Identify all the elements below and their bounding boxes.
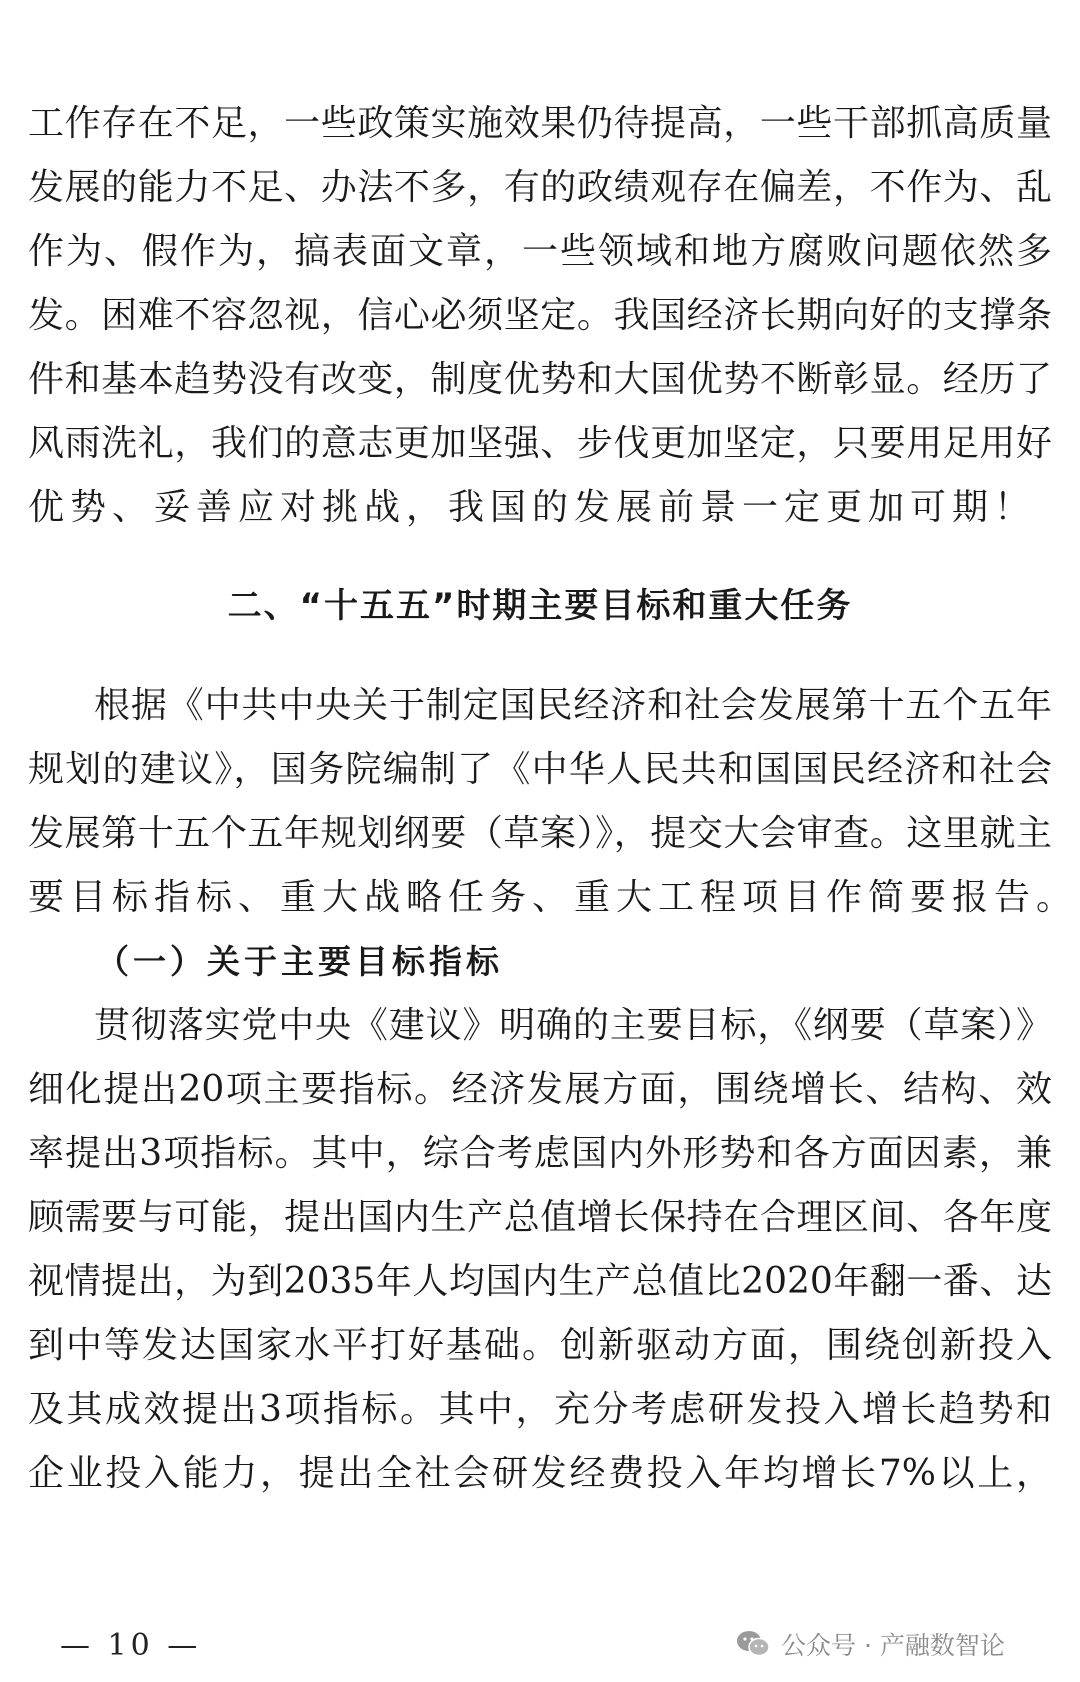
paragraph-line: 工作存在不足，一些政策实施效果仍待提高，一些干部抓高质量 — [28, 103, 1052, 144]
sub-heading: （一）关于主要目标指标 — [96, 942, 503, 981]
paragraph-line: 作为、假作为，搞表面文章，一些领域和地方腐败问题依然多 — [28, 231, 1052, 272]
paragraph-line: 件和基本趋势没有改变，制度优势和大国优势不断彰显。经历了 — [28, 359, 1052, 400]
page-number: — 10 — — [60, 1628, 202, 1663]
paragraph-line: 发展的能力不足、办法不多，有的政绩观存在偏差，不作为、乱 — [28, 167, 1052, 208]
paragraph-line: 顾需要与可能，提出国内生产总值增长保持在合理区间、各年度 — [28, 1197, 1052, 1238]
paragraph-line: 及其成效提出3项指标。其中，充分考虑研发投入增长趋势和 — [28, 1389, 1052, 1430]
section-heading: 二、“十五五”时期主要目标和重大任务 — [227, 586, 853, 626]
paragraph-line: 规划的建议》，国务院编制了《中华人民共和国国民经济和社会 — [28, 749, 1052, 790]
watermark-text: 公众号 · 产融数智论 — [781, 1631, 1005, 1660]
paragraph-line: 视情提出，为到2035年人均国内生产总值比2020年翻一番、达 — [28, 1261, 1052, 1302]
paragraph-line: 风雨洗礼，我们的意志更加坚强、步伐更加坚定，只要用足用好 — [28, 423, 1052, 464]
watermark — [735, 1624, 1005, 1664]
paragraph-line: 要目标指标、重大战略任务、重大工程项目作简要报告。 — [28, 877, 1079, 918]
paragraph-line: 优势、妥善应对挑战，我国的发展前景一定更加可期！ — [28, 487, 1037, 528]
paragraph-line: 根据《中共中央关于制定国民经济和社会发展第十五个五年 — [94, 685, 1052, 726]
paragraph-line: 到中等发达国家水平打好基础。创新驱动方面，围绕创新投入 — [28, 1325, 1052, 1366]
wechat-icon — [735, 1629, 771, 1659]
paragraph-line: 率提出3项指标。其中，综合考虑国内外形势和各方面因素，兼 — [28, 1133, 1052, 1174]
paragraph-line: 企业投入能力，提出全社会研发经费投入年均增长7%以上， — [28, 1453, 1052, 1494]
paragraph-line: 发。困难不容忽视，信心必须坚定。我国经济长期向好的支撑条 — [28, 295, 1052, 336]
paragraph-line: 贯彻落实党中央《建议》明确的主要目标，《纲要（草案）》 — [94, 1005, 1052, 1046]
paragraph-line: 细化提出20项主要指标。经济发展方面，围绕增长、结构、效 — [28, 1069, 1052, 1110]
paragraph-line: 发展第十五个五年规划纲要（草案）》，提交大会审查。这里就主 — [28, 813, 1052, 854]
